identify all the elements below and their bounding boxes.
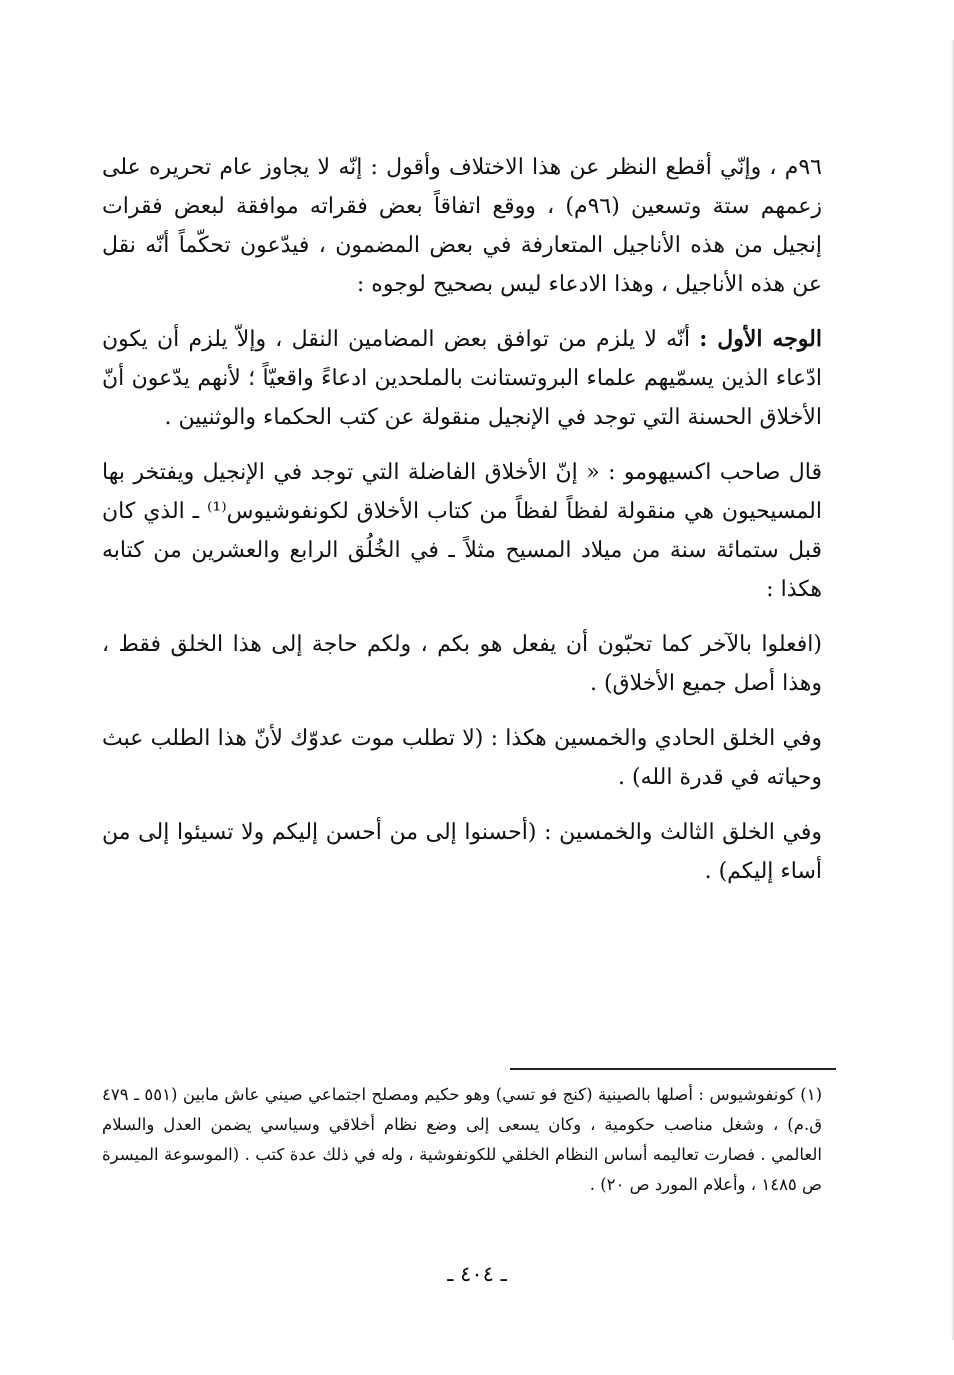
paragraph-2-text: أنّه لا يلزم من توافق بعض المضامين النقل ، وإلاّ يلزم أن يكون ادّعاء الذين يسمّيهم علماء البروتستانت بالملحدين ادعاءً واقعيّاً ؛ لأنهم يدّعون أنّ الأخلاق الحسنة التي توجد في الإنجيل منقولة عن كتب الحكماء والوثنيين . xyxy=(102,327,822,430)
paragraph-3 xyxy=(102,453,822,609)
footnotes xyxy=(102,1080,822,1200)
paragraph-1 xyxy=(102,148,822,304)
paragraph-4 xyxy=(102,625,822,703)
paragraph-6 xyxy=(102,813,822,891)
paragraph-6-text: وفي الخلق الثالث والخمسين : (أحسنوا إلى من أحسن إليكم ولا تسيئوا إلى من أساء إليكم) . xyxy=(102,820,822,884)
paragraph-5-text: وفي الخلق الحادي والخمسين هكذا : (لا تطلب موت عدوّك لأنّ هذا الطلب عبث وحياته في قدرة الله) . xyxy=(102,726,822,790)
footnote-divider xyxy=(510,1068,836,1070)
footnote-1: (١) كونفوشيوس : أصلها بالصينية (كنج فو تسي) وهو حكيم ومصلح اجتماعي صيني عاش مابين (٥٥١ ـ ٤٧٩ ق.م) ، وشغل مناصب حكومية ، وكان يسعى إلى وضع نظام أخلاقي وسياسي يضمن العدل والسلام العالمي . فصارت تعاليمه أساس النظام الخلقي للكونفوشية ، وله في ذلك عدة كتب . (الموسوعة الميسرة ص ١٤٨٥ ، وأعلام المورد ص ٢٠) . xyxy=(102,1085,822,1194)
paragraph-2-heading: الوجه الأول : xyxy=(699,326,822,352)
paragraph-3-text: قال صاحب اكسيهومو : « إنّ الأخلاق الفاضلة التي توجد في الإنجيل ويفتخر بها المسيحيون هي منقولة لفظاً لفظاً من كتاب الأخلاق لكونفوشيوس⁽¹⁾ ـ الذي كان قبل ستمائة سنة من ميلاد المسيح مثلاً ـ في الخُلُق الرابع والعشرين من كتابه هكذا : xyxy=(102,460,822,602)
paragraph-2 xyxy=(102,320,822,437)
main-text xyxy=(102,148,822,907)
paragraph-5 xyxy=(102,719,822,797)
paragraph-1-text: ٩٦م ، وإنّي أقطع النظر عن هذا الاختلاف وأقول : إنّه لا يجاوز عام تحريره على زعمهم ستة وتسعين (٩٦م) ، ووقع اتفاقاً بعض فقراته موافقة لبعض فقرات إنجيل من هذه الأناجيل المتعارفة في بعض المضمون ، فيدّعون تحكّماً أنّه نقل عن هذه الأناجيل ، وهذا الادعاء ليس بصحيح لوجوه : xyxy=(102,155,823,297)
page-number: ـ ٤٠٤ ـ xyxy=(447,1262,507,1286)
paragraph-4-text: (افعلوا بالآخر كما تحبّون أن يفعل هو بكم ، ولكم حاجة إلى هذا الخلق فقط ، وهذا أصل جميع الأخلاق) . xyxy=(102,632,822,696)
